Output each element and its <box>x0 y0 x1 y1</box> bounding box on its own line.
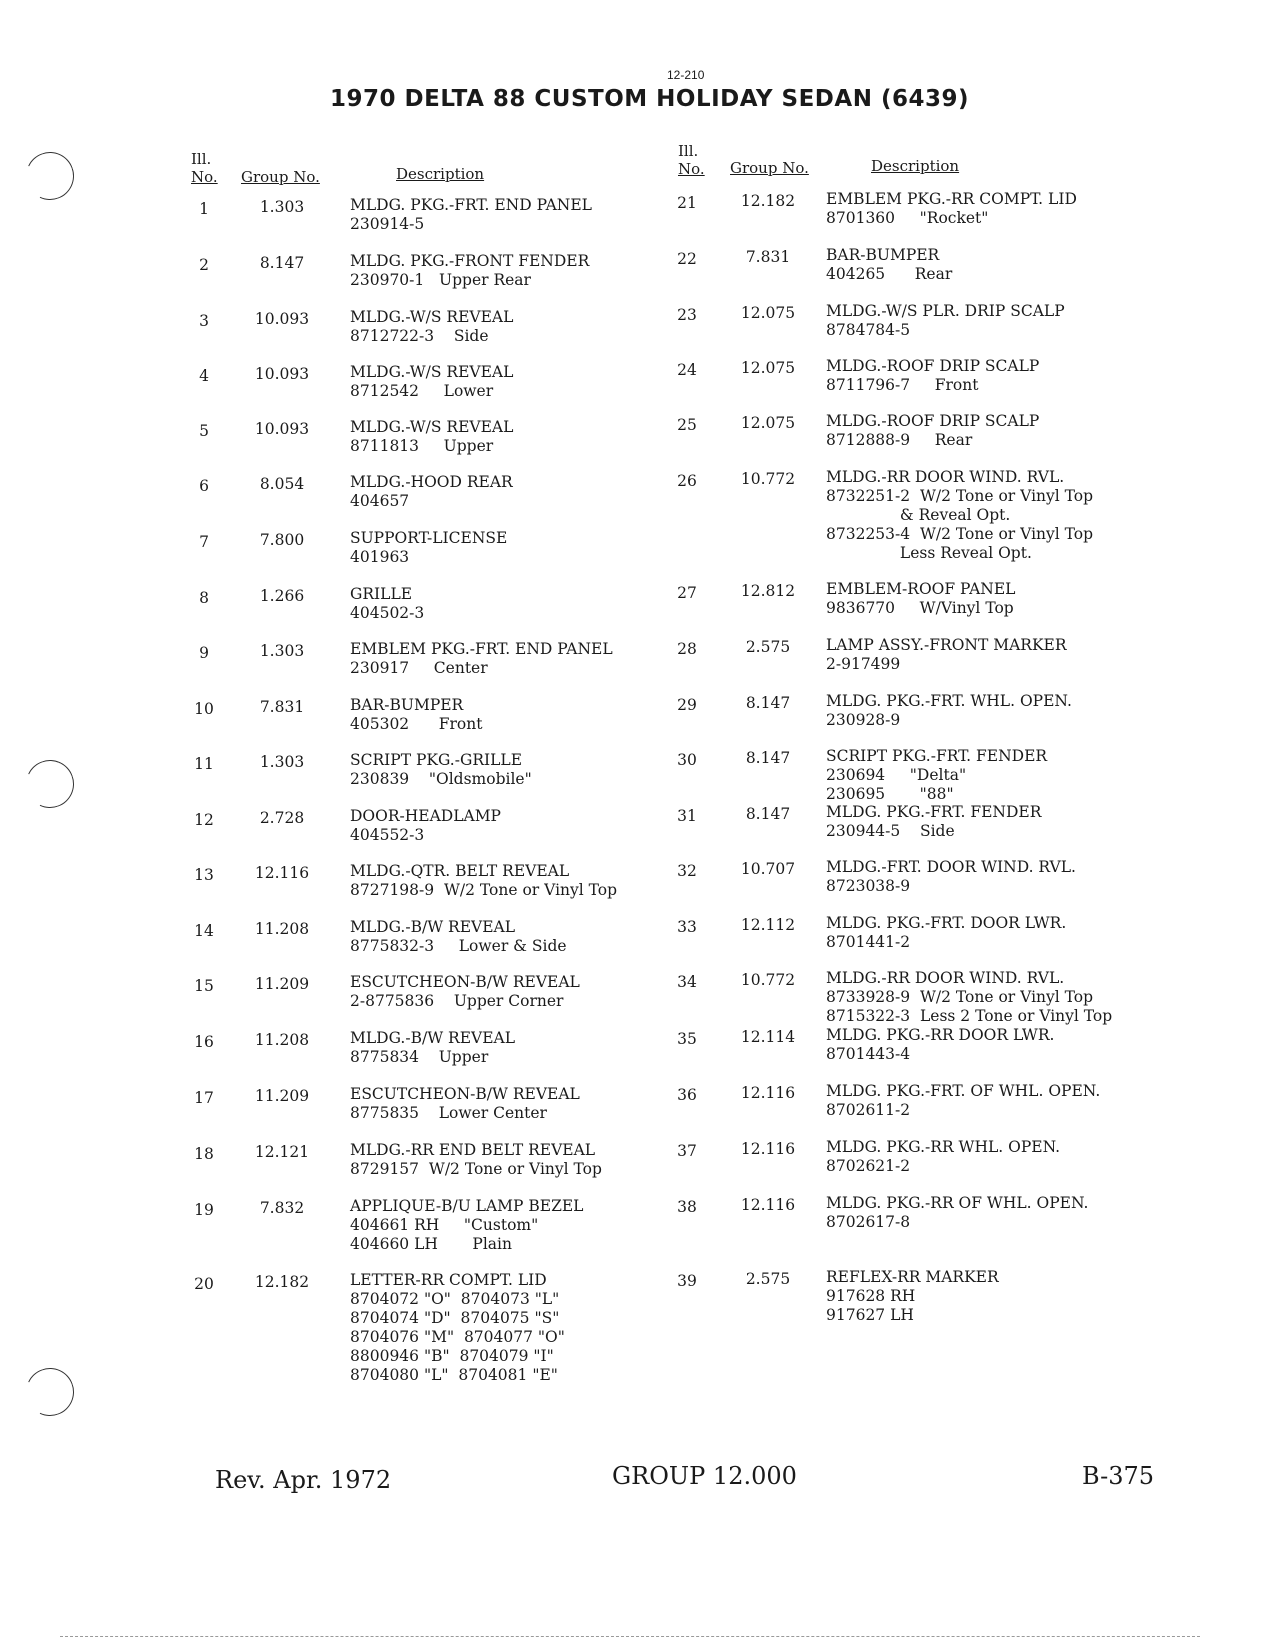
part-number-line: 230928-9 <box>826 711 901 729</box>
group-number: 10.093 <box>254 420 310 438</box>
ill-number: 31 <box>677 807 697 825</box>
ill-number: 39 <box>677 1272 697 1290</box>
group-number: 7.800 <box>259 531 305 549</box>
part-number-line: 917627 LH <box>826 1306 914 1324</box>
part-name: LAMP ASSY.-FRONT MARKER <box>826 636 1067 654</box>
part-name: SCRIPT PKG.-GRILLE <box>350 751 523 769</box>
part-number-line: 8729157 W/2 Tone or Vinyl Top <box>350 1160 602 1178</box>
group-number: 7.832 <box>259 1199 305 1217</box>
group-number: 12.075 <box>740 304 796 322</box>
ill-number: 4 <box>199 367 209 385</box>
ill-number: 36 <box>677 1086 697 1104</box>
group-number: 8.147 <box>745 805 791 823</box>
punch-hole-middle <box>19 753 81 815</box>
part-description <box>826 1026 1054 1064</box>
part-description <box>350 1029 515 1067</box>
part-number-line: 8800946 "B" 8704079 "I" <box>350 1347 554 1365</box>
ill-number: 5 <box>199 422 209 440</box>
part-name: EMBLEM PKG.-RR COMPT. LID <box>826 190 1077 208</box>
punch-hole-top <box>19 145 81 207</box>
part-name: EMBLEM-ROOF PANEL <box>826 580 1016 598</box>
part-number-line: 230839 "Oldsmobile" <box>350 770 532 788</box>
ill-number: 8 <box>199 589 209 607</box>
part-name: MLDG. PKG.-RR OF WHL. OPEN. <box>826 1194 1089 1212</box>
footer-revision: Rev. Apr. 1972 <box>215 1466 392 1494</box>
group-number: 8.054 <box>259 475 305 493</box>
part-description <box>826 858 1076 896</box>
part-name: MLDG. PKG.-FRT. FENDER <box>826 803 1042 821</box>
part-name: APPLIQUE-B/U LAMP BEZEL <box>350 1197 584 1215</box>
ill-number: 33 <box>677 918 697 936</box>
part-name: MLDG.-FRT. DOOR WIND. RVL. <box>826 858 1076 876</box>
group-number: 1.303 <box>259 753 305 771</box>
ill-number: 17 <box>194 1089 214 1107</box>
ill-number: 3 <box>199 312 209 330</box>
ill-number: 12 <box>194 811 214 829</box>
part-name: MLDG. PKG.-FRT. END PANEL <box>350 196 592 214</box>
header-ill-no-right <box>678 142 705 178</box>
part-description <box>826 580 1015 618</box>
group-number: 12.114 <box>740 1028 796 1046</box>
header-ill-no <box>191 150 218 186</box>
part-name: LETTER-RR COMPT. LID <box>350 1271 547 1289</box>
part-number-line: 8775832-3 Lower & Side <box>350 937 567 955</box>
part-description <box>350 1197 583 1254</box>
part-name: MLDG. PKG.-FRT. OF WHL. OPEN. <box>826 1082 1101 1100</box>
group-number: 11.209 <box>254 1087 310 1105</box>
part-number-line: 401963 <box>350 548 410 566</box>
part-number-line: 404552-3 <box>350 826 425 844</box>
part-name: MLDG.-ROOF DRIP SCALP <box>826 412 1040 430</box>
group-number: 11.209 <box>254 975 310 993</box>
part-name: MLDG.-HOOD REAR <box>350 473 513 491</box>
group-number: 8.147 <box>745 694 791 712</box>
part-description <box>350 363 513 401</box>
part-description <box>350 696 482 734</box>
part-name: MLDG.-W/S PLR. DRIP SCALP <box>826 302 1065 320</box>
part-number-line: 8732251-2 W/2 Tone or Vinyl Top <box>826 487 1094 505</box>
part-number-line: 8712542 Lower <box>350 382 494 400</box>
part-description <box>350 585 424 623</box>
group-number: 12.182 <box>740 192 796 210</box>
ill-number: 27 <box>677 584 697 602</box>
ill-number: 38 <box>677 1198 697 1216</box>
part-description <box>826 969 1112 1026</box>
part-description <box>826 357 1039 395</box>
part-description <box>826 914 1066 952</box>
part-description <box>826 1082 1100 1120</box>
part-name: MLDG.-RR DOOR WIND. RVL. <box>826 969 1065 987</box>
part-number-line: 8701360 "Rocket" <box>826 209 989 227</box>
part-number-line: 8775835 Lower Center <box>350 1104 547 1122</box>
group-number: 7.831 <box>745 248 791 266</box>
group-number: 12.121 <box>254 1143 310 1161</box>
page-title: 1970 DELTA 88 CUSTOM HOLIDAY SEDAN (6439) <box>330 86 969 112</box>
part-description <box>826 246 952 284</box>
part-name: EMBLEM PKG.-FRT. END PANEL <box>350 640 613 658</box>
group-number: 2.575 <box>745 1270 791 1288</box>
group-number: 10.772 <box>740 470 796 488</box>
group-number: 12.812 <box>740 582 796 600</box>
group-number: 12.116 <box>740 1196 796 1214</box>
header-ill-line2-right: No. <box>678 160 705 178</box>
part-name: SCRIPT PKG.-FRT. FENDER <box>826 747 1048 765</box>
part-name: BAR-BUMPER <box>350 696 464 714</box>
part-number-line: 8712722-3 Side <box>350 327 489 345</box>
group-number: 12.116 <box>254 864 310 882</box>
part-description <box>350 807 501 845</box>
part-name: MLDG.-RR DOOR WIND. RVL. <box>826 468 1065 486</box>
part-description <box>350 473 513 511</box>
part-name: MLDG.-W/S REVEAL <box>350 418 514 436</box>
header-group-no: Group No. <box>241 168 320 186</box>
group-number: 11.208 <box>254 920 310 938</box>
group-number: 12.116 <box>740 1140 796 1158</box>
part-number-line: 8712888-9 Rear <box>826 431 973 449</box>
footer-group: GROUP 12.000 <box>612 1462 797 1490</box>
ill-number: 19 <box>194 1201 214 1219</box>
part-number-line: 8702617-8 <box>826 1213 911 1231</box>
ill-number: 29 <box>677 696 697 714</box>
part-description <box>826 1138 1060 1176</box>
ill-number: 14 <box>194 922 214 940</box>
part-name: MLDG.-B/W REVEAL <box>350 918 516 936</box>
ill-number: 28 <box>677 640 697 658</box>
part-name: ESCUTCHEON-B/W REVEAL <box>350 1085 580 1103</box>
part-number-line: 8775834 Upper <box>350 1048 489 1066</box>
part-name: GRILLE <box>350 585 413 603</box>
part-number-line: 230970-1 Upper Rear <box>350 271 531 289</box>
group-number: 1.303 <box>259 198 305 216</box>
ill-number: 2 <box>199 256 209 274</box>
group-number: 7.831 <box>259 698 305 716</box>
group-number: 2.728 <box>259 809 305 827</box>
part-description <box>350 418 513 456</box>
part-number-line: 230914-5 <box>350 215 425 233</box>
group-number: 11.208 <box>254 1031 310 1049</box>
part-number-line: 8711813 Upper <box>350 437 494 455</box>
part-number-line: 230917 Center <box>350 659 488 677</box>
part-name: MLDG. PKG.-RR DOOR LWR. <box>826 1026 1055 1044</box>
part-number-line: 404661 RH "Custom" <box>350 1216 539 1234</box>
part-number-line: 8701443-4 <box>826 1045 911 1063</box>
part-name: MLDG. PKG.-FRONT FENDER <box>350 252 590 270</box>
part-name: SUPPORT-LICENSE <box>350 529 508 547</box>
ill-number: 32 <box>677 862 697 880</box>
part-name: MLDG. PKG.-RR WHL. OPEN. <box>826 1138 1061 1156</box>
group-number: 12.182 <box>254 1273 310 1291</box>
ill-number: 16 <box>194 1033 214 1051</box>
group-number: 8.147 <box>259 254 305 272</box>
part-number-line: 404502-3 <box>350 604 425 622</box>
part-number-line: 405302 Front <box>350 715 483 733</box>
part-description <box>350 252 589 290</box>
part-number-line: 2-917499 <box>826 655 901 673</box>
part-number-line: & Reveal Opt. <box>826 506 1011 524</box>
part-name: ESCUTCHEON-B/W REVEAL <box>350 973 580 991</box>
ill-number: 13 <box>194 866 214 884</box>
part-name: MLDG. PKG.-FRT. WHL. OPEN. <box>826 692 1072 710</box>
ill-number: 30 <box>677 751 697 769</box>
part-description <box>826 1194 1088 1232</box>
part-number-line: 8784784-5 <box>826 321 911 339</box>
part-number-line: 404657 <box>350 492 410 510</box>
part-number-line: 8733928-9 W/2 Tone or Vinyl Top <box>826 988 1094 1006</box>
part-number-line: 8732253-4 W/2 Tone or Vinyl Top <box>826 525 1094 543</box>
ill-number: 34 <box>677 973 697 991</box>
group-number: 10.772 <box>740 971 796 989</box>
ill-number: 11 <box>194 755 214 773</box>
part-number-line: 230944-5 Side <box>826 822 955 840</box>
part-description <box>350 1271 565 1385</box>
part-description <box>350 1085 580 1123</box>
group-number: 1.303 <box>259 642 305 660</box>
part-name: REFLEX-RR MARKER <box>826 1268 999 1286</box>
punch-hole-bottom <box>19 1361 81 1423</box>
part-name: MLDG.-B/W REVEAL <box>350 1029 516 1047</box>
ill-number: 22 <box>677 250 697 268</box>
part-number-line: 2-8775836 Upper Corner <box>350 992 564 1010</box>
part-description <box>350 196 592 234</box>
part-description <box>350 862 617 900</box>
ill-number: 1 <box>199 200 209 218</box>
group-number: 10.093 <box>254 365 310 383</box>
ill-number: 35 <box>677 1030 697 1048</box>
header-description-right: Description <box>871 157 960 175</box>
part-description <box>826 692 1072 730</box>
part-number-line: 8711796-7 Front <box>826 376 979 394</box>
group-number: 10.093 <box>254 310 310 328</box>
part-number-line: 8701441-2 <box>826 933 911 951</box>
part-name: DOOR-HEADLAMP <box>350 807 501 825</box>
part-number-line: Less Reveal Opt. <box>826 544 1032 562</box>
group-number: 8.147 <box>745 749 791 767</box>
ill-number: 24 <box>677 361 697 379</box>
part-name: MLDG.-RR END BELT REVEAL <box>350 1141 596 1159</box>
part-description <box>350 973 580 1011</box>
part-name: MLDG.-W/S REVEAL <box>350 363 514 381</box>
part-name: MLDG.-W/S REVEAL <box>350 308 514 326</box>
header-ill-line2: No. <box>191 168 218 186</box>
part-number-line: 9836770 W/Vinyl Top <box>826 599 1014 617</box>
header-description: Description <box>396 165 485 183</box>
part-description <box>826 190 1077 228</box>
part-number-line: 404265 Rear <box>826 265 953 283</box>
ill-number: 9 <box>199 644 209 662</box>
part-number-line: 404660 LH Plain <box>350 1235 512 1253</box>
ill-number: 23 <box>677 306 697 324</box>
part-name: MLDG.-QTR. BELT REVEAL <box>350 862 570 880</box>
bottom-dashed-rule <box>60 1636 1200 1637</box>
part-number-line: 8727198-9 W/2 Tone or Vinyl Top <box>350 881 618 899</box>
part-description <box>350 308 513 346</box>
part-description <box>826 1268 999 1325</box>
part-number-line: 8704072 "O" 8704073 "L" <box>350 1290 560 1308</box>
part-number-line: 230695 "88" <box>826 785 954 803</box>
group-number: 10.707 <box>740 860 796 878</box>
part-name: MLDG.-ROOF DRIP SCALP <box>826 357 1040 375</box>
part-description <box>350 918 567 956</box>
part-description <box>826 412 1039 450</box>
part-number-line: 8702621-2 <box>826 1157 911 1175</box>
part-number-line: 8704074 "D" 8704075 "S" <box>350 1309 560 1327</box>
part-number-line: 917628 RH <box>826 1287 916 1305</box>
group-number: 12.075 <box>740 414 796 432</box>
part-description <box>826 803 1041 841</box>
ill-number: 26 <box>677 472 697 490</box>
part-number-line: 8704076 "M" 8704077 "O" <box>350 1328 565 1346</box>
group-number: 12.075 <box>740 359 796 377</box>
group-number: 12.112 <box>740 916 796 934</box>
ill-number: 6 <box>199 477 209 495</box>
part-description <box>350 1141 602 1179</box>
part-number-line: 8715322-3 Less 2 Tone or Vinyl Top <box>826 1007 1113 1025</box>
part-number-line: 8723038-9 <box>826 877 911 895</box>
page-number: 12-210 <box>667 68 705 82</box>
part-number-line: 8704080 "L" 8704081 "E" <box>350 1366 558 1384</box>
ill-number: 21 <box>677 194 697 212</box>
ill-number: 25 <box>677 416 697 434</box>
header-ill-line1-right: Ill. <box>678 142 699 160</box>
group-number: 2.575 <box>745 638 791 656</box>
part-description <box>350 751 532 789</box>
ill-number: 37 <box>677 1142 697 1160</box>
part-description <box>826 468 1093 563</box>
part-number-line: 8702611-2 <box>826 1101 911 1119</box>
header-ill-line1: Ill. <box>191 150 212 168</box>
part-description <box>826 302 1065 340</box>
part-description <box>350 640 613 678</box>
part-description <box>350 529 507 567</box>
part-description <box>826 747 1047 804</box>
part-description <box>826 636 1067 674</box>
part-name: BAR-BUMPER <box>826 246 940 264</box>
ill-number: 10 <box>194 700 214 718</box>
ill-number: 18 <box>194 1145 214 1163</box>
ill-number: 7 <box>199 533 209 551</box>
part-name: MLDG. PKG.-FRT. DOOR LWR. <box>826 914 1067 932</box>
ill-number: 15 <box>194 977 214 995</box>
group-number: 12.116 <box>740 1084 796 1102</box>
part-number-line: 230694 "Delta" <box>826 766 967 784</box>
ill-number: 20 <box>194 1275 214 1293</box>
group-number: 1.266 <box>259 587 305 605</box>
header-group-no-right: Group No. <box>730 159 809 177</box>
footer-page: B-375 <box>1082 1462 1154 1490</box>
